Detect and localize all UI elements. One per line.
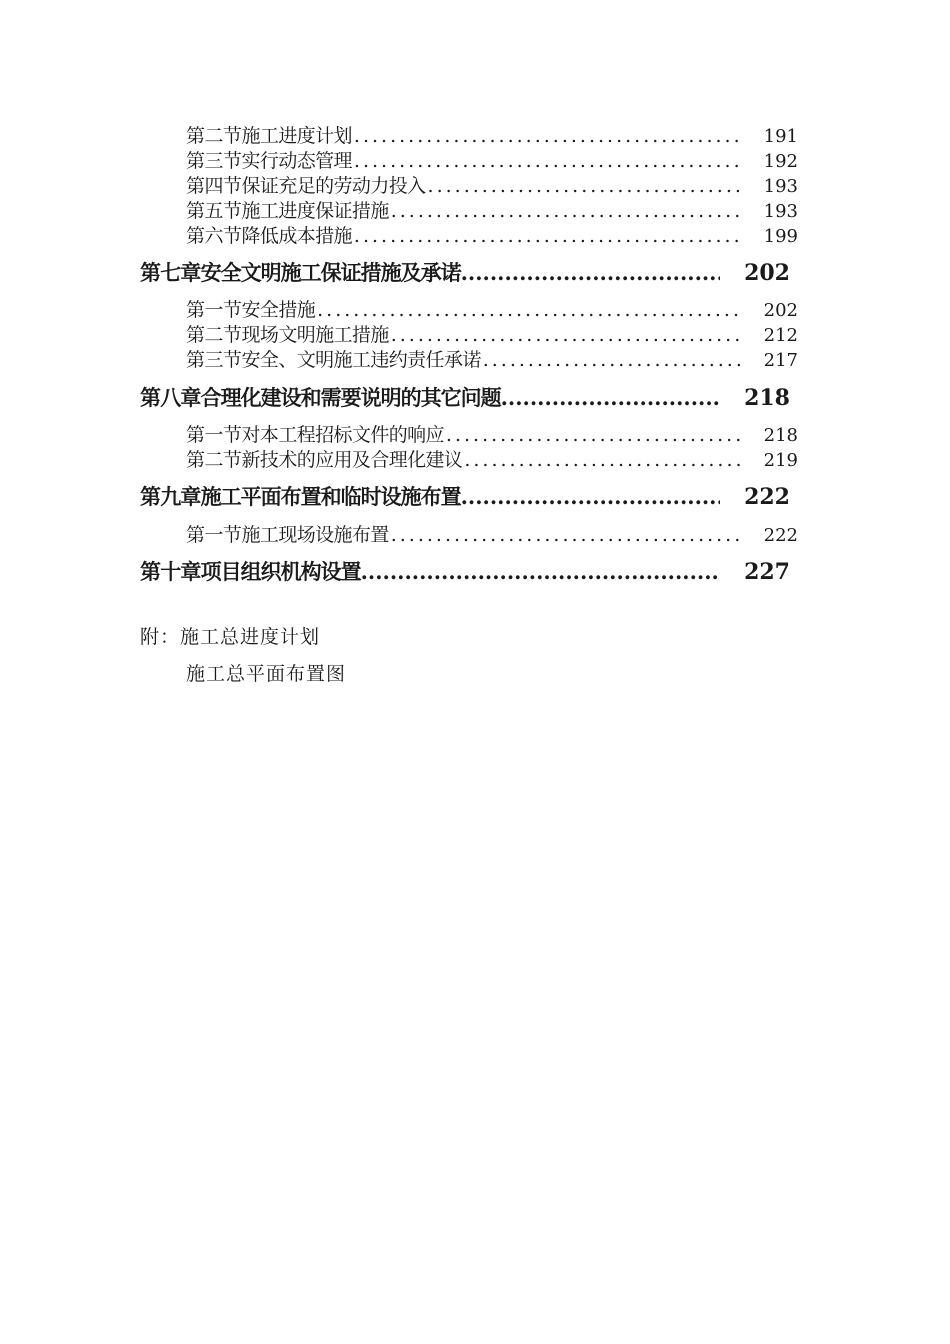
toc-page-number: 227	[744, 559, 790, 585]
toc-section-label: 第六节	[186, 225, 242, 247]
toc-section-row	[186, 199, 798, 224]
toc-page-number: 202	[763, 300, 798, 321]
toc-chapter-title: 安全文明施工保证措施及承诺	[200, 261, 461, 285]
toc-section-label: 第五节	[186, 200, 242, 222]
toc-chapter-row	[140, 383, 790, 413]
toc-leader-dots	[352, 224, 742, 249]
toc-section-title: 施工进度保证措施	[241, 200, 389, 222]
toc-section-label: 第三节	[186, 349, 242, 371]
toc-section-row	[186, 423, 798, 448]
toc-page-number: 218	[744, 385, 790, 411]
toc-page-number: 222	[763, 525, 798, 546]
toc-page-number: 193	[763, 201, 798, 222]
toc-section-row	[186, 224, 798, 249]
toc-section-title: 新技术的应用及合理化建议	[241, 449, 463, 471]
toc-leader-dots	[481, 348, 742, 373]
toc-leader-dots	[462, 448, 742, 473]
toc-chapter-label: 第七章	[140, 261, 201, 285]
toc-chapter-title: 合理化建设和需要说明的其它问题	[200, 386, 501, 410]
toc-leader-dots	[501, 383, 720, 413]
toc-leader-dots	[389, 523, 742, 548]
toc-page-number: 217	[763, 350, 798, 371]
toc-page-number: 202	[744, 260, 790, 286]
toc-chapter-title: 施工平面布置和临时设施布置	[200, 485, 461, 509]
toc-chapter-label: 第十章	[140, 560, 201, 584]
toc-section-title: 对本工程招标文件的响应	[241, 424, 444, 446]
toc-leader-dots	[444, 423, 742, 448]
toc-page-number: 199	[763, 226, 798, 247]
toc-page-number: 191	[763, 126, 798, 147]
toc-section-title: 安全措施	[241, 299, 316, 321]
toc-page-number: 192	[763, 151, 798, 172]
toc-section-row	[186, 523, 798, 548]
toc-section-label: 第二节	[186, 324, 242, 346]
toc-section-row	[186, 348, 798, 373]
toc-section-label: 第一节	[186, 524, 242, 546]
toc-section-title: 保证充足的劳动力投入	[241, 175, 426, 197]
toc-chapter-label: 第八章	[140, 386, 201, 410]
toc-section-label: 第四节	[186, 175, 242, 197]
toc-leader-dots	[361, 557, 720, 587]
toc-section-title: 现场文明施工措施	[241, 324, 389, 346]
toc-chapter-row	[140, 258, 790, 288]
toc-section-title: 施工现场设施布置	[241, 524, 389, 546]
toc-section-row	[186, 124, 798, 149]
toc-page-number: 222	[744, 484, 790, 510]
toc-section-row	[186, 448, 798, 473]
toc-page-number: 193	[763, 176, 798, 197]
toc-leader-dots	[315, 298, 742, 323]
toc-leader-dots	[389, 199, 742, 224]
toc-page-number: 218	[763, 425, 798, 446]
toc-leader-dots	[389, 323, 742, 348]
toc-chapter-row	[140, 557, 790, 587]
toc-leader-dots	[426, 174, 742, 199]
toc-leader-dots	[352, 124, 742, 149]
toc-section-title: 降低成本措施	[241, 225, 352, 247]
toc-section-title: 安全、文明施工违约责任承诺	[241, 349, 481, 371]
toc-chapter-row	[140, 482, 790, 512]
toc-section-label: 第二节	[186, 125, 242, 147]
toc-section-label: 第一节	[186, 424, 242, 446]
toc-page-number: 219	[763, 450, 798, 471]
toc-section-row	[186, 149, 798, 174]
toc-leader-dots	[461, 482, 720, 512]
appendix-line: 施工总平面布置图	[186, 663, 347, 685]
toc-section-title: 实行动态管理	[241, 150, 352, 172]
toc-page-number: 212	[763, 325, 798, 346]
toc-section-row	[186, 323, 798, 348]
toc-section-label: 第一节	[186, 299, 242, 321]
toc-section-title: 施工进度计划	[241, 125, 352, 147]
toc-chapter-label: 第九章	[140, 485, 201, 509]
toc-chapter-title: 项目组织机构设置	[200, 560, 361, 584]
toc-section-row	[186, 174, 798, 199]
toc-section-label: 第三节	[186, 150, 242, 172]
appendix-line: 附：施工总进度计划	[140, 626, 321, 648]
toc-section-row	[186, 298, 798, 323]
toc-leader-dots	[461, 258, 720, 288]
toc-section-label: 第二节	[186, 449, 242, 471]
toc-leader-dots	[352, 149, 742, 174]
